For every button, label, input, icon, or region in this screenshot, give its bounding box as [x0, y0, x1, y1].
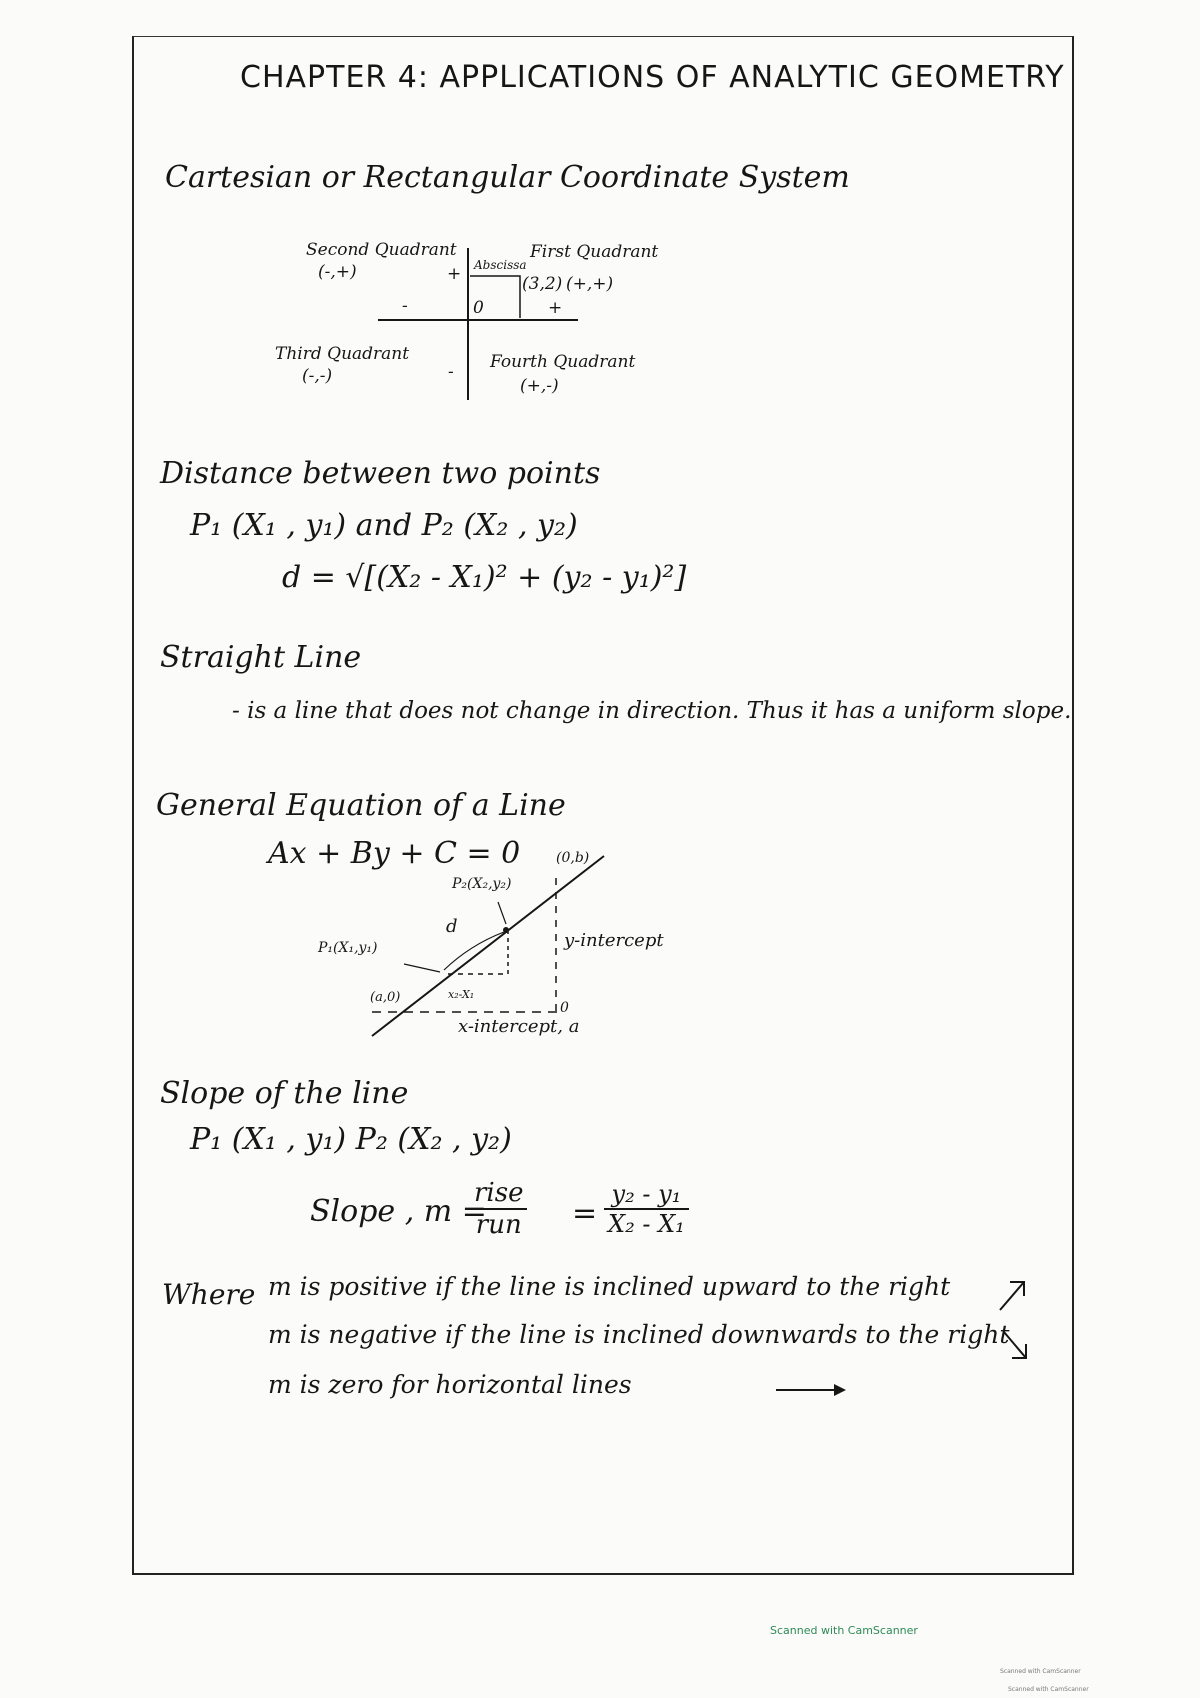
- zero-slope-text: m is zero for horizontal lines: [268, 1370, 632, 1399]
- minus-x-label: -: [402, 296, 408, 316]
- x-intercept-label: x-intercept, a: [458, 1016, 580, 1037]
- camscanner-watermark-small: Scanned with CamScanner: [1000, 1668, 1081, 1675]
- run-text: run: [475, 1210, 522, 1240]
- slope-heading: Slope of the line: [160, 1076, 409, 1111]
- slope-equals: =: [572, 1196, 598, 1231]
- slope-denominator: X₂ - X₁: [608, 1210, 685, 1238]
- p1-label: P₁(X₁,y₁): [318, 940, 378, 956]
- negative-slope-text: m is negative if the line is inclined downwards to the right: [268, 1320, 1010, 1349]
- distance-points: P₁ (X₁ , y₁) and P₂ (X₂ , y₂): [190, 508, 578, 543]
- second-quadrant-label: Second Quadrant: [306, 240, 457, 260]
- p2-label: P₂(X₂,y₂): [452, 876, 512, 892]
- distance-heading: Distance between two points: [160, 456, 601, 491]
- third-quadrant-label: Third Quadrant: [275, 344, 410, 364]
- camscanner-watermark: Scanned with CamScanner: [770, 1624, 918, 1637]
- general-equation: Ax + By + C = 0: [268, 836, 521, 871]
- up-right-arrow-icon: [1000, 1282, 1024, 1310]
- ob-label: (0,b): [556, 850, 590, 866]
- cartesian-heading: Cartesian or Rectangular Coordinate System: [165, 160, 850, 195]
- right-arrow-icon: [776, 1384, 846, 1396]
- fourth-quadrant-sign: (+,-): [520, 376, 559, 396]
- slope-label: Slope , m =: [310, 1194, 487, 1229]
- down-right-arrow-icon: [1004, 1332, 1026, 1358]
- straight-line-definition: - is a line that does not change in direction. Thus it has a uniform slope.: [232, 698, 1072, 724]
- zero-label: 0: [560, 1000, 569, 1016]
- positive-slope-text: m is positive if the line is inclined upward to the right: [268, 1272, 951, 1301]
- d-label: d: [446, 916, 458, 937]
- page-title: CHAPTER 4: APPLICATIONS OF ANALYTIC GEOMETRY: [240, 60, 1065, 95]
- where-label: Where: [162, 1278, 256, 1311]
- plus-y-label: +: [447, 264, 462, 284]
- abscissa-label: Abscissa: [474, 258, 527, 272]
- y-intercept-label: y-intercept: [564, 930, 664, 951]
- third-quadrant-sign: (-,-): [302, 366, 333, 386]
- second-quadrant-sign: (-,+): [318, 262, 357, 282]
- a0-label: (a,0): [370, 990, 401, 1005]
- rise-text: rise: [470, 1178, 527, 1210]
- minus-y-label: -: [448, 362, 454, 382]
- origin-label: 0: [473, 298, 484, 318]
- slope-points: P₁ (X₁ , y₁) P₂ (X₂ , y₂): [190, 1122, 512, 1157]
- distance-formula: d = √[(X₂ - X₁)² + (y₂ - y₁)²]: [282, 560, 687, 595]
- point-label: (3,2): [522, 274, 563, 294]
- straight-line-heading: Straight Line: [160, 640, 362, 675]
- camscanner-watermark-small-2: Scanned with CamScanner: [1008, 1686, 1089, 1693]
- general-equation-heading: General Equation of a Line: [156, 788, 566, 823]
- first-quadrant-label: First Quadrant: [530, 242, 659, 262]
- x2x1-label: x₂-X₁: [448, 988, 475, 1001]
- plus-x-label: +: [548, 298, 563, 318]
- first-quadrant-sign: (+,+): [566, 274, 614, 294]
- fourth-quadrant-label: Fourth Quadrant: [490, 352, 636, 372]
- slope-numerator: y₂ - y₁: [604, 1180, 689, 1210]
